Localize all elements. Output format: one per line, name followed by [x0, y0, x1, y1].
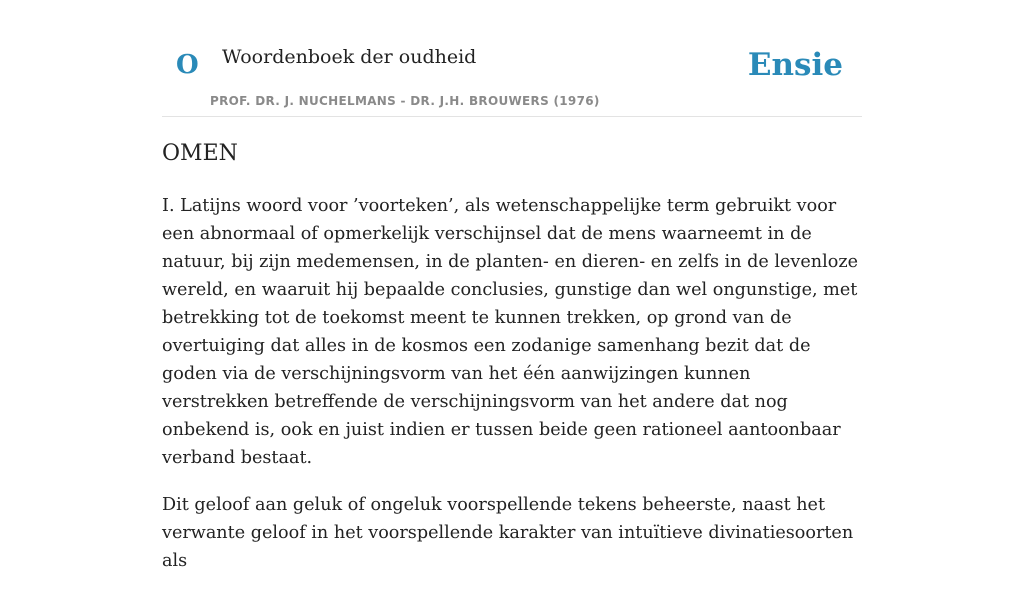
entry-paragraph: Dit geloof aan geluk of ongeluk voorspellende tekens beheerste, naast het verwante geloof in het voorspellende karakter van intuïtieve divinatiesoorten als	[162, 495, 854, 571]
index-letter[interactable]: O	[176, 50, 199, 80]
entry-paragraph: I. Latijns woord voor ’voorteken’, als wetenschappelijke term gebruikt voor een abnormaal of opmerkelijk verschijnsel dat de mens waarneemt in de natuur, bij zijn medemensen, in de planten- en dieren- en zelfs in de levenloze wereld, en waaruit hij bepaalde conclusies, gunstige dan wel ongunstige, met betrekking tot de toekomst meent te kunnen trekken, op grond van de overtuiging dat alles in de kosmos een zodanige samenhang bezit dat de goden via de verschijningsvorm van het één aanwijzingen kunnen verstrekken betreffende de verschijningsvorm van het andere dat nog onbekend is, ook en juist indien er tussen beide geen rationeel aantoonbaar verband bestaat.	[162, 196, 859, 468]
entry-title: OMEN	[162, 141, 238, 166]
entry-body	[162, 192, 862, 594]
ensie-logo[interactable]: Ensie	[747, 47, 843, 83]
dictionary-header	[162, 0, 862, 117]
book-authors: PROF. DR. J. NUCHELMANS - DR. J.H. BROUWERS (1976)	[210, 94, 600, 108]
book-title[interactable]: Woordenboek der oudheid	[222, 46, 477, 68]
